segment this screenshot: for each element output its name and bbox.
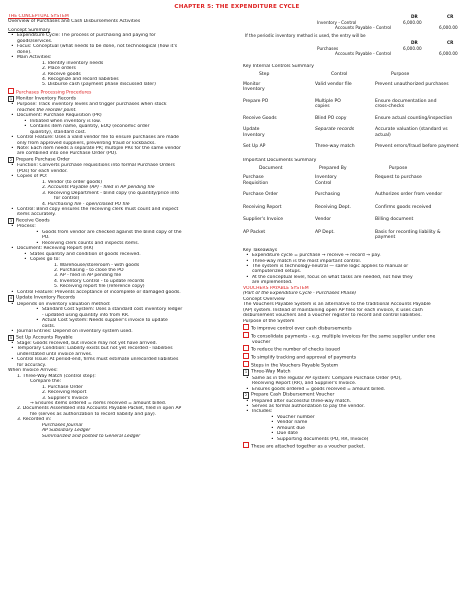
prepare-line: (POs) for each vendor. — [17, 168, 68, 174]
takeaway-item: • Three-way match is the most important control. — [243, 259, 467, 264]
prepare-line: 3. Receiving Department - blind copy (no quantity/price info — [42, 190, 179, 196]
setup-line: • Temporary Condition: Liability exists but not yet recorded - liabilities — [8, 346, 240, 351]
number-4-icon: 4 — [9, 296, 13, 301]
takeaway-item: • At the conceptual level, focus on what tasks are needed, not how they — [243, 275, 467, 280]
when-line: file (serves as authorization to record liability and pay). — [30, 411, 157, 417]
table-row: Prepare PO Multiple PO Ensure documentation and — [243, 98, 437, 104]
concept-bullet-cont: done). — [17, 49, 32, 55]
checkbox-icon — [8, 88, 14, 94]
purchases-title: Purchases Processing Procedures — [8, 88, 240, 96]
table-row: Monitor Valid vendor file Prevent unauthorized purchases — [243, 81, 449, 87]
purpose-item: To consolidate payments - e.g. multiple invoices for the same supplier under one — [243, 332, 467, 340]
journal-amount: 6,000.00 — [439, 51, 458, 56]
receive-line: • Control Feature: Prevents acceptance of incomplete or damaged goods. — [8, 290, 240, 295]
journal-amount: 6,000.00 — [439, 25, 458, 30]
activity-item: 1. Identify inventory needs — [42, 60, 104, 66]
when-line: 3. Recorded in: — [17, 417, 52, 423]
table-row: AP Packet AP Dept. Basis for recording liability & — [243, 229, 441, 235]
pcdv-line: • Due date — [243, 431, 467, 436]
when-line: → Ensures items ordered = items received = amount billed. — [30, 401, 167, 406]
when-line: Purchases Journal — [42, 422, 83, 428]
vps-subtitle: (Part of the Expenditure Cycle - Purchases Phase) — [243, 291, 357, 297]
takeaways-title: Key Takeaways — [243, 247, 278, 253]
pcdv-line: • Includes: — [243, 409, 467, 414]
when-line: Compare the: — [30, 379, 62, 385]
purpose-item: voucher — [252, 339, 271, 345]
monitor-line: • Control Feature: Uses a valid vendor file to ensure purchases are made — [8, 135, 240, 140]
concept-bullet-cont: goods/services. — [17, 38, 53, 44]
receive-line: • States quantity and condition of goods received. — [8, 252, 240, 257]
pcdv-line: • Vendor name — [243, 420, 467, 425]
pcdv-line: • Voucher number — [243, 415, 467, 420]
vps-overview-title: Concept Overview — [243, 296, 285, 302]
journal-line: Purchases — [317, 46, 339, 51]
pcdv-line: • Supporting documents (PO, RR, Invoice) — [243, 437, 467, 442]
purpose-item: Steps in the Vouchers Payable System — [243, 361, 467, 369]
section-subheading: Overview of Purchases and Cash Disbursements Activities — [8, 19, 141, 25]
twm-title: 1 Three-Way Match — [244, 369, 291, 375]
controls-title: Key Internal Controls Summary — [243, 64, 314, 69]
vps-title: VOUCHERS PAYABLE SYSTEM — [243, 285, 309, 291]
purpose-item: To simplify tracking and approval of payments — [243, 353, 467, 361]
setup-line: understated until invoice arrives. — [17, 351, 93, 357]
update-line: - updated using quantity info from RR. — [42, 312, 130, 318]
activity-item: 5. Disburse cash (payment phase discussed later) — [42, 82, 156, 88]
receive-line: 2. Purchasing - to close the PO — [54, 268, 124, 274]
setup-title: 5 Set Up Accounts Payable — [9, 335, 73, 341]
vps-overview-line: The Vouchers Payable System is an alternative to the traditional Accounts Payable — [243, 302, 431, 308]
table-row: Receiving Report Receiving Dept. Confirms goods received — [243, 204, 432, 210]
right-column — [243, 14, 467, 450]
cr-header: CR — [447, 40, 454, 45]
table-header: Step Control Purpose — [259, 72, 410, 78]
section-heading: THE CONCEPTUAL SYSTEM — [8, 14, 69, 19]
activity-item: 3. Receive goods — [42, 71, 81, 77]
update-line: • Journal Entries: Depend on inventory system used. — [8, 329, 240, 334]
when-title: When Invoice Arrives: — [8, 368, 58, 374]
table-row: copies cross-checks — [315, 104, 405, 110]
receive-line: 4. Inventory Control - to update records — [54, 278, 145, 284]
journal-amount: 6,000.00 — [403, 20, 422, 25]
update-line: • Depends on inventory valuation method: — [8, 302, 240, 307]
setup-line: • Stage: Goods received, but invoice may not yet have arrived. — [8, 341, 240, 346]
prepare-line: • Copies of PO: — [8, 174, 240, 179]
monitor-line: are combined into one Purchase Order (PO). — [17, 151, 118, 157]
receive-line: • Copies go to: — [8, 257, 240, 262]
concept-bullet: • Focus: Conceptual (what needs to be done, not technological (how it's — [8, 44, 240, 49]
journal-note: If the periodic inventory method is used, the entry will be — [245, 33, 366, 38]
docs-title: Important Documents Summary — [243, 157, 317, 163]
prepare-line: • Function: Converts purchase requisitions into formal Purchase Orders — [8, 163, 240, 168]
receive-line: 5. Receiving report file (reference copy) — [54, 284, 145, 290]
purpose-title: Purpose of the System — [243, 318, 295, 324]
controls-table — [243, 72, 461, 149]
checkbox-icon — [243, 361, 249, 367]
number-2-icon: 2 — [244, 393, 248, 398]
takeaway-item: are implemented. — [252, 280, 293, 286]
checkbox-icon — [243, 324, 249, 330]
table-row: payment — [375, 235, 396, 241]
checkbox-icon — [243, 332, 249, 338]
prepare-title: 2 Prepare Purchase Order — [9, 157, 70, 163]
prepare-line: 4. Purchasing file - open/closed PO file — [42, 201, 130, 207]
number-1-icon: 1 — [244, 370, 248, 375]
receive-line: • Document: Receiving Report (RR) — [8, 246, 240, 251]
table-row: Set Up AP Three-way match Prevent errors/fraud before payment — [243, 144, 459, 150]
monitor-line: • Initiated when inventory is low. — [8, 119, 240, 124]
concept-summary-title: Concept Summary — [8, 27, 51, 33]
takeaway-item: • The system is technology-neutral — same logic applies to manual or — [243, 264, 467, 269]
checkbox-icon — [243, 353, 249, 359]
monitor-line: • Contains item name, quantity, EOQ (economic order — [8, 124, 240, 129]
takeaway-item: • Expenditure cycle = purchase → receive → record → pay. — [243, 253, 467, 258]
dr-header: DR — [411, 40, 418, 45]
table-row: Requisition Control — [243, 180, 332, 186]
monitor-title: 1 Monitor Inventory Records — [9, 96, 76, 102]
monitor-line: • Document: Purchase Requisition (PR) — [8, 113, 240, 118]
activity-item: 4. Recognize and record liabilities — [42, 76, 119, 82]
table-row: Inventory actual) — [243, 132, 391, 138]
vps-overview-line: disbursement vouchers and a voucher register to record and control liabilities. — [243, 313, 422, 319]
journal-line: Inventory - Control — [317, 20, 357, 25]
twm-line: • Ensures goods ordered = goods received = amount billed. — [243, 387, 467, 392]
prepare-line: items accurately. — [17, 212, 56, 218]
table-header: Document Prepared By Purpose — [259, 165, 408, 171]
number-3-icon: 3 — [9, 218, 13, 223]
concept-bullet: • Expenditure Cycle: The process of purchasing and paying for — [8, 33, 240, 38]
number-5-icon: 5 — [9, 335, 13, 340]
receive-line: 1. Warehouse/storeroom - with goods — [54, 262, 140, 268]
monitor-line: • Note: Each item needs a separate PR; multiple PRs for the same vendor — [8, 146, 240, 151]
journal-line: Accounts Payable - Control — [335, 51, 392, 56]
checkbox-icon — [243, 442, 249, 448]
takeaway-item: computerized setups. — [252, 269, 302, 275]
receive-line: PO. — [42, 235, 50, 241]
purpose-item: To improve control over cash disbursements — [243, 324, 467, 332]
prepare-line: 1. Vendor (to order goods) — [42, 179, 103, 185]
update-line: • Standard Cost System: Uses a standard cost inventory ledger — [8, 307, 240, 312]
when-line: 1. Purchase Order — [42, 384, 83, 390]
checkbox-icon — [243, 345, 249, 351]
table-row: Inventory — [243, 87, 265, 93]
when-line: 3. Supplier's Invoice — [42, 395, 88, 401]
pcdv-title: 2 Prepare Cash Disbursement Voucher — [244, 392, 335, 398]
update-line: • Actual Cost System: Needs supplier's invoice to update — [8, 318, 240, 323]
twm-line: • Same as in the regular AP system: Compare Purchase Order (PO), — [243, 376, 467, 381]
pcdv-line: These are attached together as a voucher packet. — [243, 442, 467, 450]
journal-line: Accounts Payable - Control — [335, 25, 392, 30]
page-title: CHAPTER 5: THE EXPENDITURE CYCLE — [174, 4, 300, 10]
twm-line: Receiving Report (RR), and Supplier's Invoice. — [252, 381, 357, 387]
activity-item: 2. Place orders — [42, 66, 76, 72]
setup-line: • Control Issue: At period-end, firms must estimate unrecorded liabilities — [8, 357, 240, 362]
receive-title: 3 Receive Goods — [9, 218, 50, 224]
receive-line: • Receiving clerk counts and inspects items. — [8, 241, 240, 246]
dr-header: DR — [411, 14, 418, 19]
prepare-line: for control) — [54, 196, 80, 202]
when-line: AP Subsidiary Ledger — [42, 428, 91, 434]
journal-amount: 6,000.00 — [403, 46, 422, 51]
table-row: Purchase Inventory Request to purchase — [243, 175, 422, 181]
number-2-icon: 2 — [9, 157, 13, 162]
receive-line: • Goods from vendor are checked against the blind copy of the — [8, 230, 240, 235]
prepare-line: 2. Accounts Payable (AP) - filed in AP pending file — [42, 185, 155, 191]
receive-line: • Process: — [8, 224, 240, 229]
prepare-line: • Control: Blind copy ensures the receiving clerk must count and inspect — [8, 207, 240, 212]
receive-line: 3. AP - filed in AP pending file — [54, 273, 122, 279]
table-row: Update Separate records Accurate valuation (standard vs — [243, 127, 448, 133]
cr-header: CR — [447, 14, 454, 19]
update-title: 4 Update Inventory Records — [9, 295, 76, 301]
table-row: Supplier's Invoice Vendor Billing document — [243, 217, 414, 223]
monitor-line: quantity), standard cost. — [30, 129, 87, 135]
monitor-line: reaches the reorder point. — [17, 107, 77, 113]
vps-overview-line: (AP) system. Instead of maintaining open AP files for each invoice, it uses cash — [243, 307, 423, 313]
setup-line: for accuracy. — [17, 362, 47, 368]
pcdv-line: • Serves as formal authorization to pay the vendor. — [243, 404, 467, 409]
when-line: 1. Three-Way Match (control step): — [17, 373, 96, 379]
when-line: Summarized and posted to General Ledger — [42, 433, 141, 439]
table-row: Purchase Order Purchasing Authorizes order from vendor — [243, 192, 443, 198]
when-line: 2. Receiving Report — [42, 390, 87, 396]
pcdv-line: • Amount due — [243, 426, 467, 431]
number-1-icon: 1 — [9, 96, 13, 101]
when-line: 2. Documents Assembled into Accounts Payable Packet, filed in open AP — [17, 406, 182, 412]
journal-entry — [243, 14, 467, 64]
table-row: Receive Goods Blind PO copy Ensure actual counting/inspection — [243, 115, 453, 121]
monitor-line: • Purpose: Track inventory levels and trigger purchases when stock — [8, 102, 240, 107]
purpose-item: To reduce the number of checks issued — [243, 345, 467, 353]
left-column — [8, 14, 240, 439]
update-line: costs. — [42, 323, 56, 329]
documents-table — [243, 166, 461, 241]
pcdv-line: • Prepared after successful three-way match. — [243, 399, 467, 404]
concept-bullet: • Main Activities: — [8, 55, 240, 60]
monitor-line: only from approved suppliers, preventing fraud or kickbacks. — [17, 140, 156, 146]
